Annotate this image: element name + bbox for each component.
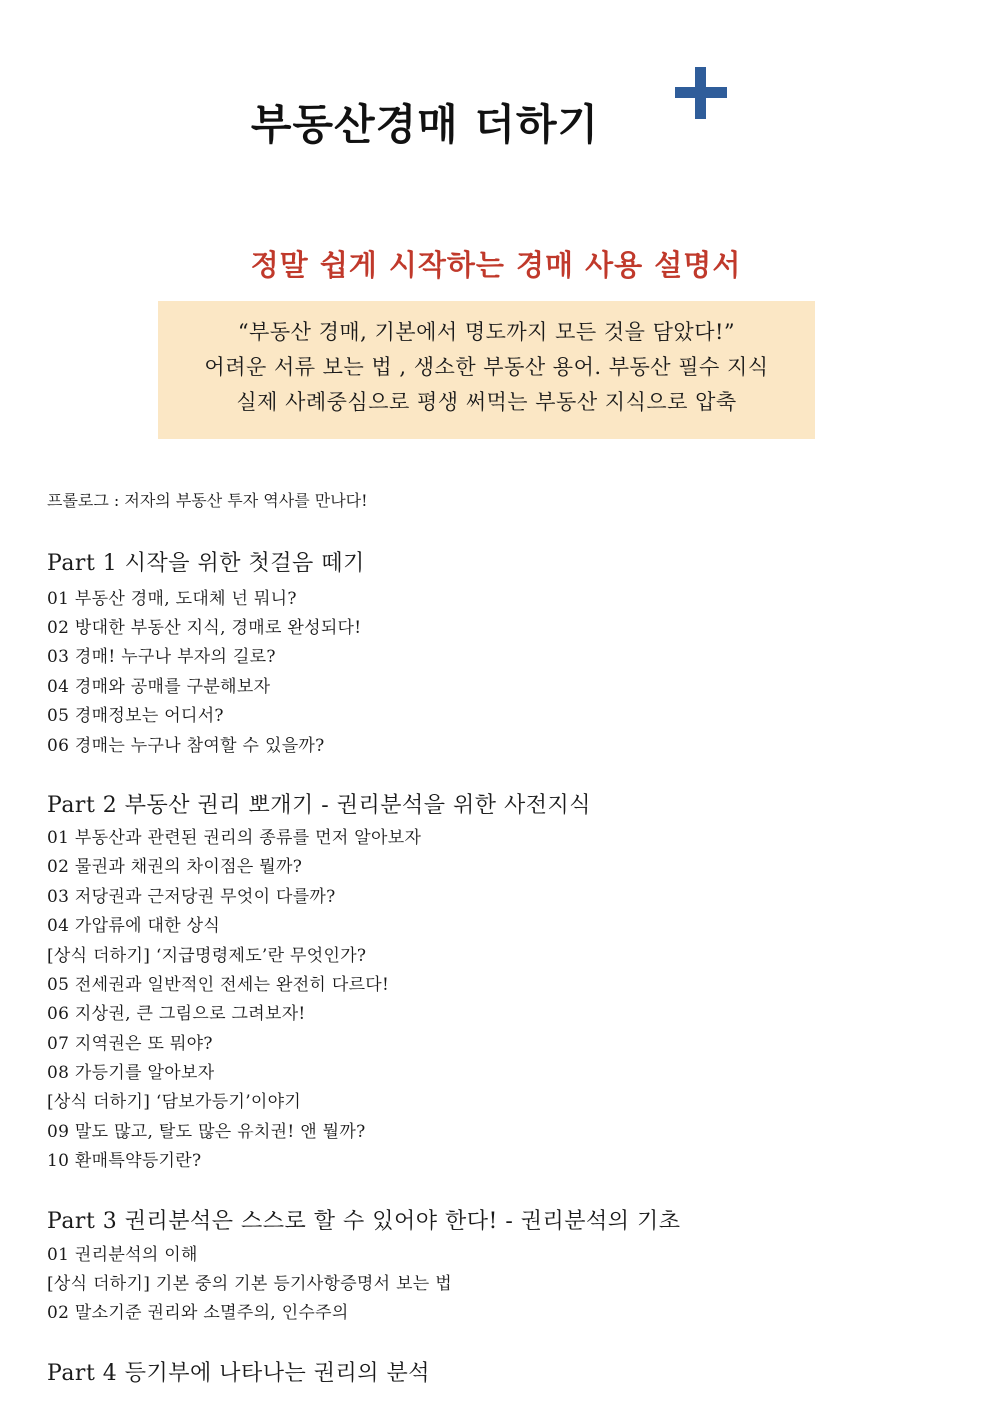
toc-item: 07 지역권은 또 뭐야? bbox=[47, 1034, 213, 1054]
toc-item: 03 저당권과 근저당권 무엇이 다를까? bbox=[47, 887, 336, 907]
toc-item: 04 경매와 공매를 구분해보자 bbox=[47, 677, 271, 697]
toc-item: 05 경매정보는 어디서? bbox=[47, 706, 224, 726]
quote-line: 실제 사례중심으로 평생 써먹는 부동산 지식으로 압축 bbox=[236, 390, 737, 414]
toc-item: [상식 더하기] 기본 중의 기본 등기사항증명서 보는 법 bbox=[47, 1274, 452, 1294]
toc-item: 08 가등기를 알아보자 bbox=[47, 1063, 215, 1083]
toc-item: 02 물권과 채권의 차이점은 뭘까? bbox=[47, 857, 303, 877]
quote-line: 어려운 서류 보는 법 , 생소한 부동산 용어. 부동산 필수 지식 bbox=[204, 355, 769, 379]
toc-item: 01 부동산 경매, 도대체 넌 뭐니? bbox=[47, 589, 297, 609]
plus-icon bbox=[675, 67, 727, 119]
part-title: Part 3 권리분석은 스스로 할 수 있어야 한다! - 권리분석의 기초 bbox=[47, 1209, 681, 1234]
toc-item: 01 권리분석의 이해 bbox=[47, 1245, 198, 1265]
part-title: Part 4 등기부에 나타나는 권리의 분석 bbox=[47, 1361, 431, 1386]
toc-item: [상식 더하기] ‘지급명령제도’란 무엇인가? bbox=[47, 946, 367, 966]
toc-item: 02 방대한 부동산 지식, 경매로 완성되다! bbox=[47, 618, 362, 638]
quote-box bbox=[158, 301, 815, 439]
subtitle: 정말 쉽게 시작하는 경매 사용 설명서 bbox=[250, 248, 742, 282]
toc-item: 05 전세권과 일반적인 전세는 완전히 다르다! bbox=[47, 975, 390, 995]
quote-line: “부동산 경매, 기본에서 명도까지 모든 것을 담았다!” bbox=[237, 320, 736, 344]
toc-item: [상식 더하기] ‘담보가등기’이야기 bbox=[47, 1092, 302, 1112]
page-title: 부동산경매 더하기 bbox=[250, 100, 600, 149]
toc-item: 10 환매특약등기란? bbox=[47, 1151, 202, 1171]
toc-item: 03 경매! 누구나 부자의 길로? bbox=[47, 647, 276, 667]
toc-item: 06 경매는 누구나 참여할 수 있을까? bbox=[47, 736, 325, 756]
part-title: Part 1 시작을 위한 첫걸음 떼기 bbox=[47, 551, 365, 576]
toc-item: 01 부동산과 관련된 권리의 종류를 먼저 알아보자 bbox=[47, 828, 422, 848]
toc-item: 09 말도 많고, 탈도 많은 유치권! 앤 뭘까? bbox=[47, 1122, 366, 1142]
prologue: 프롤로그 : 저자의 부동산 투자 역사를 만나다! bbox=[47, 491, 368, 510]
toc-item: 06 지상권, 큰 그림으로 그려보자! bbox=[47, 1004, 306, 1024]
part-title: Part 2 부동산 권리 뽀개기 - 권리분석을 위한 사전지식 bbox=[47, 793, 591, 818]
toc-item: 04 가압류에 대한 상식 bbox=[47, 916, 221, 936]
toc-item: 02 말소기준 권리와 소멸주의, 인수주의 bbox=[47, 1303, 349, 1323]
